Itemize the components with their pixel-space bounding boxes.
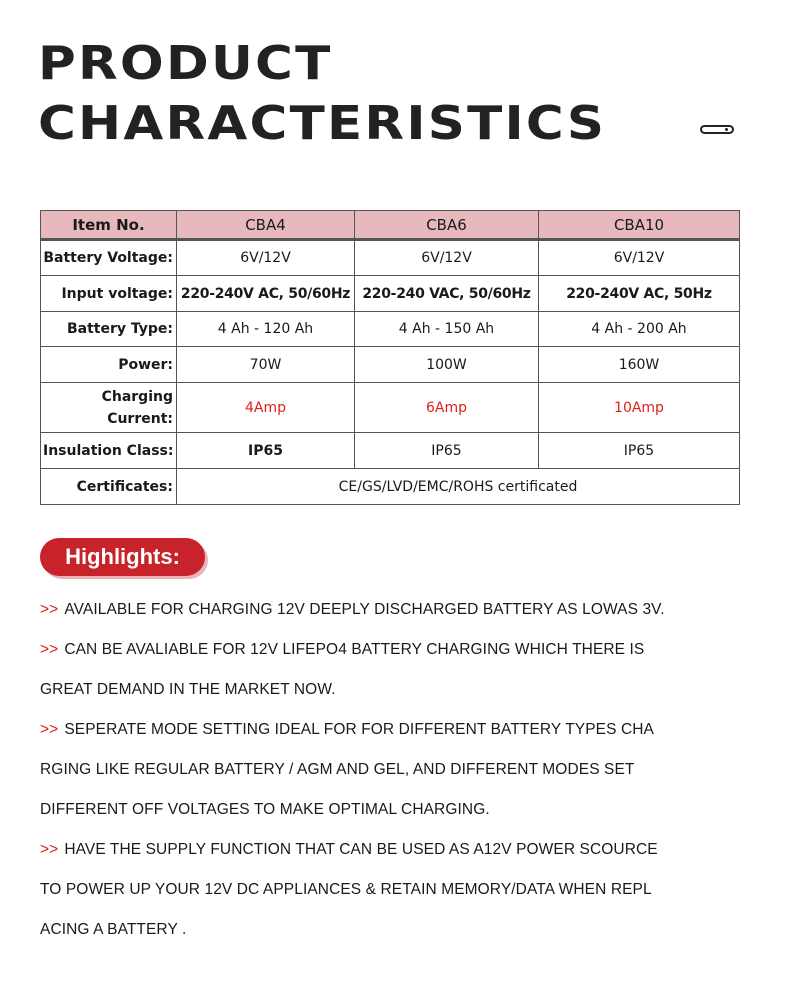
table-header-row [41, 211, 740, 240]
cell-value: 220-240V AC, 50/60Hz [177, 276, 355, 312]
highlight-text: CAN BE AVALIABLE FOR 12V LIFEPO4 BATTERY CHARGING WHICH THERE IS [64, 641, 645, 658]
cell-value: 100W [355, 347, 539, 383]
table-row [41, 240, 740, 276]
table-row [41, 383, 740, 433]
row-label-battery-type: Battery Type: [41, 312, 177, 347]
table-row [41, 276, 740, 312]
row-label-input-voltage: Input voltage: [41, 276, 177, 312]
cell-value: 10Amp [539, 383, 740, 433]
pill-icon [700, 125, 734, 134]
highlight-line [40, 801, 490, 819]
highlight-text: SEPERATE MODE SETTING IDEAL FOR FOR DIFFERENT BATTERY TYPES CHA [64, 721, 654, 738]
pill-dot [725, 128, 728, 131]
highlight-line [40, 721, 654, 739]
spec-table [40, 210, 740, 505]
title-line-1: PRODUCT [38, 36, 333, 90]
cell-value: 6V/12V [177, 240, 355, 276]
cell-value: 6V/12V [539, 240, 740, 276]
bullet-marker: >> [40, 721, 59, 738]
cell-value: 4Amp [177, 383, 355, 433]
table-row [41, 469, 740, 505]
header-model-cba10: CBA10 [539, 211, 740, 240]
cell-value: IP65 [177, 433, 355, 469]
cell-value: IP65 [539, 433, 740, 469]
highlight-text: RGING LIKE REGULAR BATTERY / AGM AND GEL, AND DIFFERENT MODES SET [40, 761, 635, 778]
cell-value: 4 Ah - 120 Ah [177, 312, 355, 347]
title-line-2: CHARACTERISTICS [38, 96, 607, 150]
highlight-line [40, 921, 186, 939]
table-row [41, 312, 740, 347]
highlight-text: AVAILABLE FOR CHARGING 12V DEEPLY DISCHARGED BATTERY AS LOWAS 3V. [64, 601, 665, 618]
row-label-power: Power: [41, 347, 177, 383]
highlight-text: GREAT DEMAND IN THE MARKET NOW. [40, 681, 336, 698]
bullet-marker: >> [40, 841, 59, 858]
highlight-text: ACING A BATTERY . [40, 921, 187, 938]
highlight-line [40, 681, 336, 699]
row-label-charging-current: Charging Current: [41, 383, 177, 433]
cell-value: 220-240V AC, 50Hz [539, 276, 740, 312]
cell-value: 160W [539, 347, 740, 383]
cell-value: 6Amp [355, 383, 539, 433]
header-item-no: Item No. [41, 211, 177, 240]
cell-value: IP65 [355, 433, 539, 469]
bullet-marker: >> [40, 601, 59, 618]
table-row [41, 347, 740, 383]
bullet-marker: >> [40, 641, 59, 658]
header-model-cba6: CBA6 [355, 211, 539, 240]
highlight-line [40, 881, 652, 899]
cell-value: 6V/12V [355, 240, 539, 276]
cell-value: 220-240 VAC, 50/60Hz [355, 276, 539, 312]
highlight-line [40, 641, 644, 659]
highlights-badge: Highlights: [40, 538, 205, 576]
highlight-text: HAVE THE SUPPLY FUNCTION THAT CAN BE USED AS A12V POWER SCOURCE [64, 841, 658, 858]
header-model-cba4: CBA4 [177, 211, 355, 240]
cell-certificates: CE/GS/LVD/EMC/ROHS certificated [177, 469, 740, 505]
highlight-text: DIFFERENT OFF VOLTAGES TO MAKE OPTIMAL CHARGING. [40, 801, 490, 818]
row-label-certificates: Certificates: [41, 469, 177, 505]
cell-value: 4 Ah - 200 Ah [539, 312, 740, 347]
table-row [41, 433, 740, 469]
row-label-insulation-class: Insulation Class: [41, 433, 177, 469]
highlight-line [40, 761, 634, 779]
highlight-line [40, 601, 665, 619]
cell-value: 70W [177, 347, 355, 383]
highlight-text: TO POWER UP YOUR 12V DC APPLIANCES & RETAIN MEMORY/DATA WHEN REPL [40, 881, 652, 898]
row-label-battery-voltage: Battery Voltage: [41, 240, 177, 276]
highlight-line [40, 841, 658, 859]
cell-value: 4 Ah - 150 Ah [355, 312, 539, 347]
